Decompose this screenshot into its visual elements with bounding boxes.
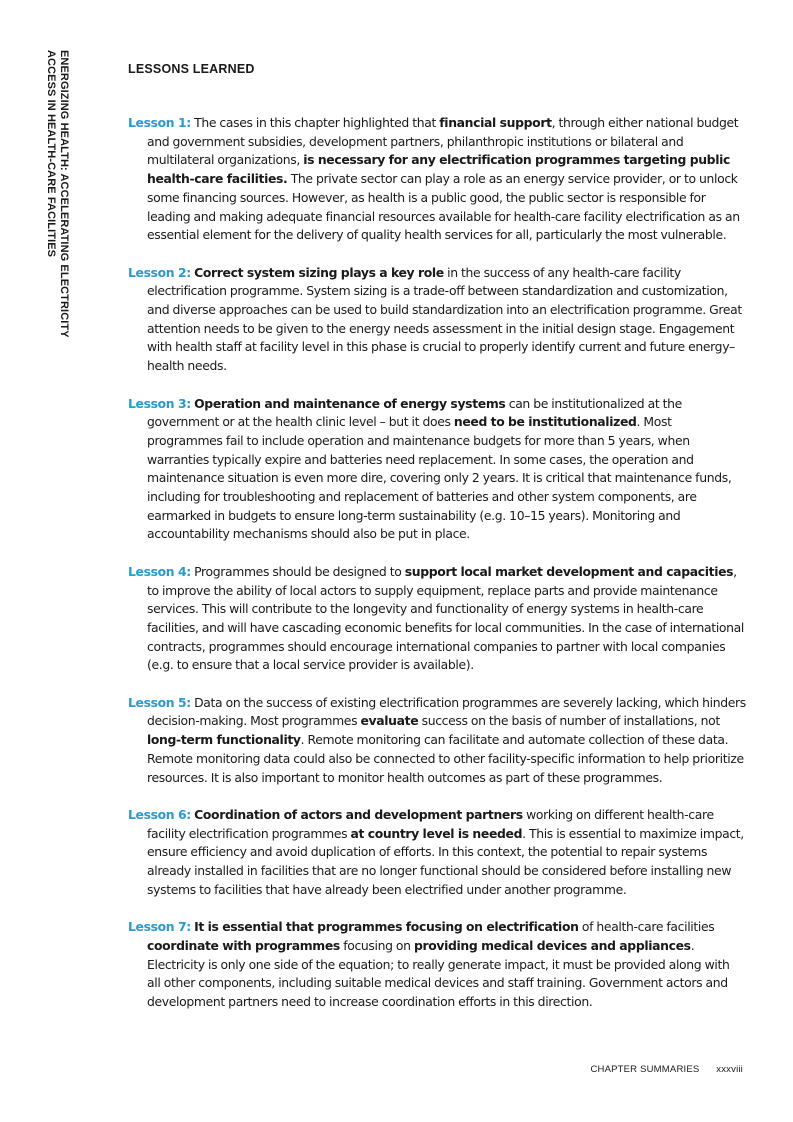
lesson-emphasis: financial support [439, 115, 552, 130]
lesson-emphasis: Correct system sizing plays a key role [194, 264, 444, 280]
lesson-text: of health-care facilities [578, 919, 715, 935]
main-content [128, 62, 746, 1030]
lesson-text: . This is essential to maximize impact, ensure efficiency and avoid duplication of efforts. In this context, the potential to repair systems already installed in facilities that are no longer functional should be considered before installing new systems to facilities that have already been electrified under another programme. [147, 825, 744, 897]
lesson-emphasis: long-term functionality [147, 732, 301, 748]
lesson-paragraph [128, 806, 746, 900]
lesson-label: Lesson 6: [128, 806, 191, 822]
lesson-emphasis: support local market development and capacities [404, 563, 734, 579]
lesson-emphasis: Operation and maintenance of energy systems [194, 395, 506, 411]
lesson-text: The private sector can play a role as an energy service provider, or to unlock some financing sources. However, as health is a public good, the public sector is responsible for leading and making adequate financial resources available for health-care facility electrification as an essential element for the delivery of quality health services for all, particularly the most vulnerable. [147, 171, 740, 243]
page-number: xxxviii [716, 1064, 743, 1075]
lesson-text: . Remote monitoring can facilitate and automate collection of these data. Remote monitoring data could also be connected to other facility-specific information to help prioritize resources. It is also important to monitor health outcomes as part of these programmes. [147, 732, 744, 785]
section-heading: LESSONS LEARNED [128, 62, 255, 76]
lesson-text: , to improve the ability of local actors to supply equipment, replace parts and provide maintenance services. This will contribute to the longevity and functionality of energy systems in health-care facilities, and will have cascading economic benefits for local communities. In the case of international contracts, programmes should encourage international companies to partner with local companies (e.g. to ensure that a local service provider is available). [147, 563, 744, 673]
lesson-label: Lesson 4: [128, 563, 191, 579]
footer-section-label: CHAPTER SUMMARIES [590, 1064, 700, 1075]
lessons-list [128, 114, 746, 1012]
lesson-text: The cases in this chapter highlighted that [190, 115, 440, 130]
lesson-label: Lesson 2: [128, 264, 191, 280]
lesson-emphasis: evaluate [360, 713, 419, 729]
lesson-text: focusing on [339, 937, 414, 953]
lesson-paragraph [128, 563, 746, 675]
lesson-text: success on the basis of number of installations, not [418, 713, 720, 729]
lesson-text: Data on the success of existing electrification programmes are severely lacking, which hinders decision-making. Most programmes [147, 694, 746, 729]
running-header-line-2: ACCESS IN HEALTH-CARE FACILITIES [45, 50, 57, 258]
lesson-text: , through either national budget and government subsidies, development partners, philanthropic institutions or bilateral and multilateral organizations, [147, 115, 739, 168]
lesson-emphasis: providing medical devices and appliances [413, 937, 691, 953]
lesson-emphasis: It is essential that programmes focusing on electrification [194, 919, 579, 935]
lesson-text: . Most programmes fail to include operation and maintenance budgets for more than 5 years, when warranties typically expire and batteries need replacement. In some cases, the operation and maintenance situation is even more dire, covering only 2 years. It is critical that maintenance funds, including for troubleshooting and replacement of batteries and other system components, are earmarked in budgets to ensure long-term sustainability (e.g. 10–15 years). Monitoring and accountability mechanisms should also be put in place. [147, 414, 732, 542]
lesson-paragraph [128, 918, 746, 1012]
lesson-text: can be institutionalized at the government or at the health clinic level – but it does [147, 395, 682, 430]
lesson-paragraph [128, 114, 746, 245]
lesson-emphasis: is necessary for any electrification programmes targeting public health-care facilities. [147, 152, 730, 187]
lesson-label: Lesson 3: [128, 395, 191, 411]
running-header-vertical [45, 50, 70, 338]
running-header-line-1: ENERGIZING HEALTH: ACCELERATING ELECTRICITY [58, 50, 70, 338]
lesson-paragraph [128, 264, 746, 376]
lesson-text: in the success of any health-care facility electrification programme. System sizing is a trade-off between standardization and customization, and diverse approaches can be used to build standardization into an electrification programme. Great attention needs to be given to the energy needs assessment in the initial design stage. Engagement with health staff at facility level in this phase is crucial to properly identify current and future energy–health needs. [147, 264, 742, 374]
lesson-text: working on different health-care facility electrification programmes [147, 806, 714, 841]
lesson-text: . Electricity is only one side of the equation; to really generate impact, it must be provided along with all other components, including suitable medical devices and staff training. Government actors and development partners need to increase coordination efforts in this direction. [147, 937, 730, 1009]
lesson-label: Lesson 7: [128, 919, 191, 935]
lesson-emphasis: coordinate with programmes [147, 937, 340, 953]
lesson-label: Lesson 1: [128, 115, 191, 130]
lesson-emphasis: at country level is needed [350, 825, 523, 841]
lesson-text: Programmes should be designed to [190, 563, 405, 579]
lesson-label: Lesson 5: [128, 694, 191, 710]
lesson-paragraph [128, 694, 746, 788]
lesson-paragraph [128, 395, 746, 545]
page-footer [590, 1064, 743, 1075]
lesson-emphasis: Coordination of actors and development partners [194, 806, 523, 822]
lesson-emphasis: need to be institutionalized [453, 414, 637, 430]
